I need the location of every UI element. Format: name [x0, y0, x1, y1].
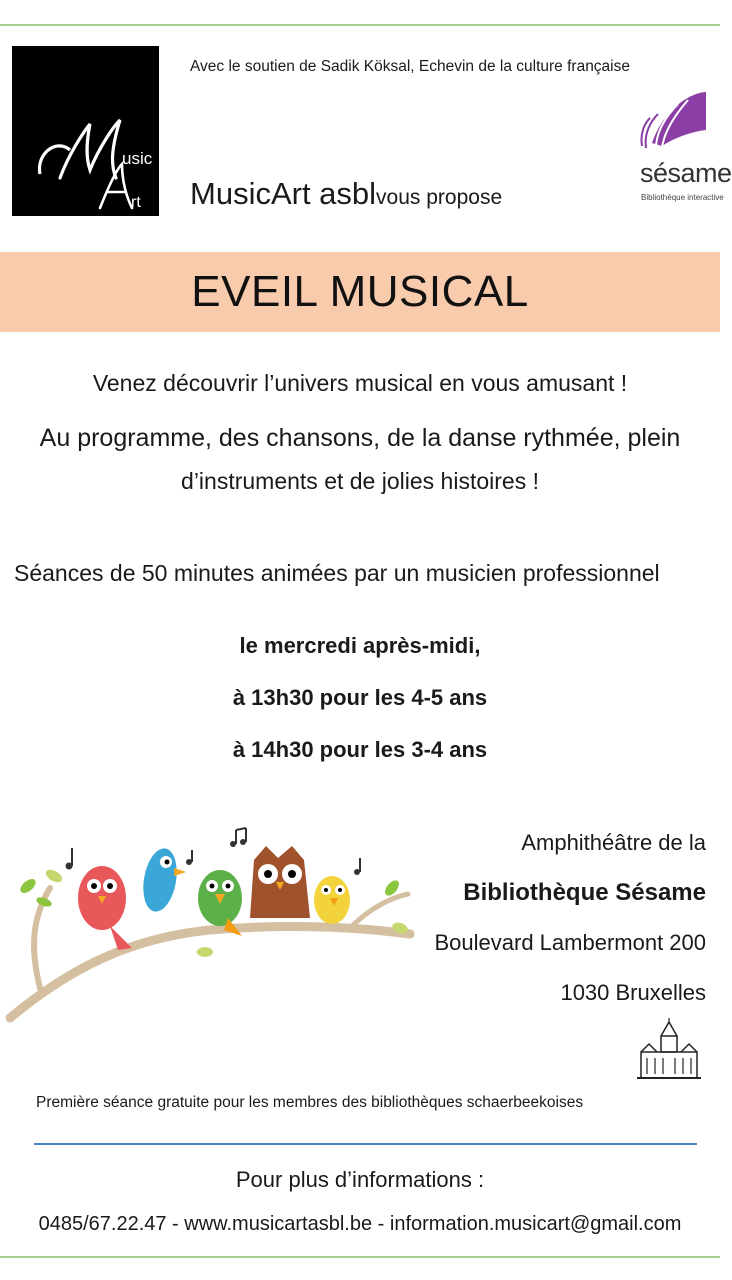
logo-text-usic: usic	[122, 149, 153, 168]
location-line-2: Bibliothèque Sésame	[463, 879, 706, 906]
brand-line	[190, 176, 502, 212]
programme-line-1: Au programme, des chansons, de la danse rythmée, plein	[39, 424, 681, 452]
schedule-day: le mercredi après-midi,	[239, 633, 481, 658]
free-session-note: Première séance gratuite pour les membres des bibliothèques schaerbeekoises	[36, 1094, 584, 1111]
top-rule	[0, 24, 720, 26]
birds-on-branch-illustration	[10, 818, 420, 1028]
schedule-slot-1: à 13h30 pour les 4-5 ans	[232, 685, 488, 710]
title-banner	[0, 252, 720, 332]
location-line-3: Boulevard Lambermont 200	[434, 930, 706, 955]
sesame-arches-icon	[632, 88, 712, 158]
footer-divider	[34, 1143, 697, 1145]
sesame-subtitle: Bibliothèque interactive	[641, 193, 724, 202]
programme-line-2: d’instruments et de jolies histoires !	[181, 468, 539, 494]
location-line-1: Amphithéâtre de la	[521, 830, 706, 855]
schedule-slot-2: à 14h30 pour les 3-4 ans	[232, 737, 488, 762]
sessions-text: Séances de 50 minutes animées par un musicien professionnel	[14, 560, 660, 586]
bottom-rule	[0, 1256, 720, 1258]
sesame-logo	[632, 88, 732, 218]
musicart-logo	[12, 46, 159, 216]
page-title: EVEIL MUSICAL	[191, 267, 529, 316]
sesame-name: sésame	[640, 158, 732, 188]
brand-name: MusicArt asbl	[190, 176, 377, 211]
contact-line: 0485/67.22.47 - www.musicartasbl.be - information.musicart@gmail.com	[38, 1213, 682, 1235]
logo-text-rt: rt	[131, 194, 141, 211]
info-label: Pour plus d’informations :	[235, 1167, 485, 1192]
town-hall-icon	[635, 1018, 703, 1080]
support-text: Avec le soutien de Sadik Köksal, Echevin de la culture française	[190, 58, 630, 75]
intro-text: Venez découvrir l’univers musical en vous amusant !	[92, 370, 628, 396]
location-line-4: 1030 Bruxelles	[560, 980, 706, 1005]
brand-suffix: vous propose	[376, 186, 503, 209]
